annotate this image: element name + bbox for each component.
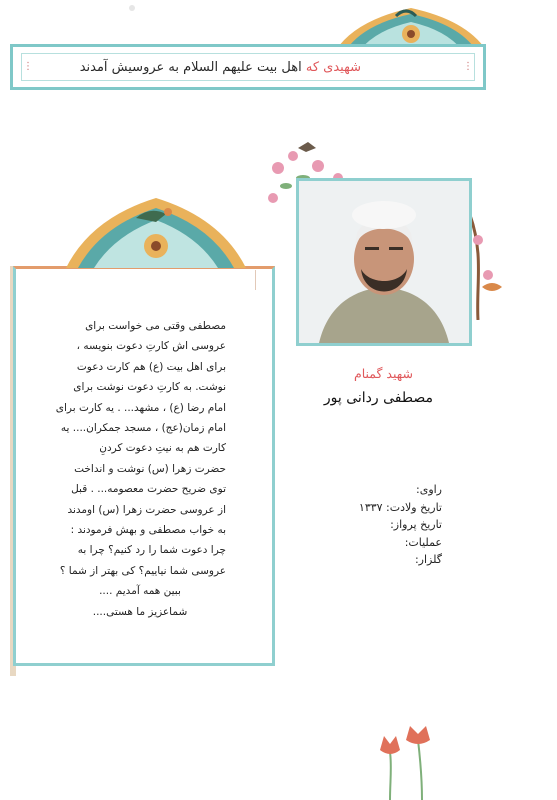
story-line: حضرت زهرا (س) نوشت و انداخت (74, 462, 226, 475)
story-line: امام زمان(عج) ، مسجد جمکران.... یه (60, 422, 226, 435)
story-line: مصطفی وقتی می خواست برای (85, 320, 226, 332)
panel-accent-line (255, 270, 256, 290)
info-operation: عملیات: (404, 535, 442, 549)
banner-ornament-right: ⋮ (463, 61, 473, 72)
info-cemetery: گلزار: (414, 553, 442, 566)
martyr-name: مصطفی ردانی پور (323, 390, 433, 406)
story-line: شماعزیز ما هستی.... (92, 605, 188, 618)
banner-title (80, 60, 361, 75)
story-line: عروسی شما نیاییم؟ کی بهتر از شما ؟ (59, 564, 226, 577)
banner-title-accent: شهیدی که (305, 60, 361, 75)
story-text (54, 316, 226, 622)
story-line: از عروسی حضرت زهرا (س) اومدند (67, 503, 226, 516)
martyr-info-list (359, 481, 442, 569)
story-line: ببین همه آمدیم .... (99, 585, 181, 598)
martyr-label: شهید گمنام (353, 366, 413, 381)
story-line: نوشت. به کارتِ دعوت نوشت برای (73, 381, 226, 394)
story-line: عروسی اش کارتِ دعوت بنویسه ، (76, 340, 226, 353)
martyr-portrait-image (299, 181, 469, 343)
banner-ornament-left: ⋮ (23, 61, 33, 72)
banner-title-rest: اهل بیت علیهم السلام به عروسیش آمدند (79, 60, 302, 75)
story-line: به خواب مصطفی و بهش فرمودند : (70, 524, 226, 537)
small-floral-mark (124, 0, 140, 16)
middle-ornament-arch (66, 188, 246, 268)
story-line: امام رضا (ع) ، مشهد... . یه کارت برای (55, 401, 226, 414)
title-banner (10, 44, 486, 90)
story-line: توی ضریح حضرت معصومه... . قبل (71, 483, 226, 496)
story-line: برای اهل بیت (ع) هم کارت دعوت (76, 360, 226, 373)
tulip-decoration (372, 722, 442, 800)
info-death-date: تاریخ پرواز: (390, 518, 442, 531)
story-line: کارت هم به نیتِ دعوت کردنِ (99, 442, 226, 455)
top-ornament-arch (336, 0, 486, 50)
story-line: چرا دعوت شما را رد کنیم؟ چرا به (77, 544, 226, 557)
info-narrator: راوی: (416, 483, 442, 496)
martyr-photo-frame (296, 178, 472, 346)
info-birth-date: تاریخ ولادت: ۱۳۳۷ (358, 500, 442, 514)
